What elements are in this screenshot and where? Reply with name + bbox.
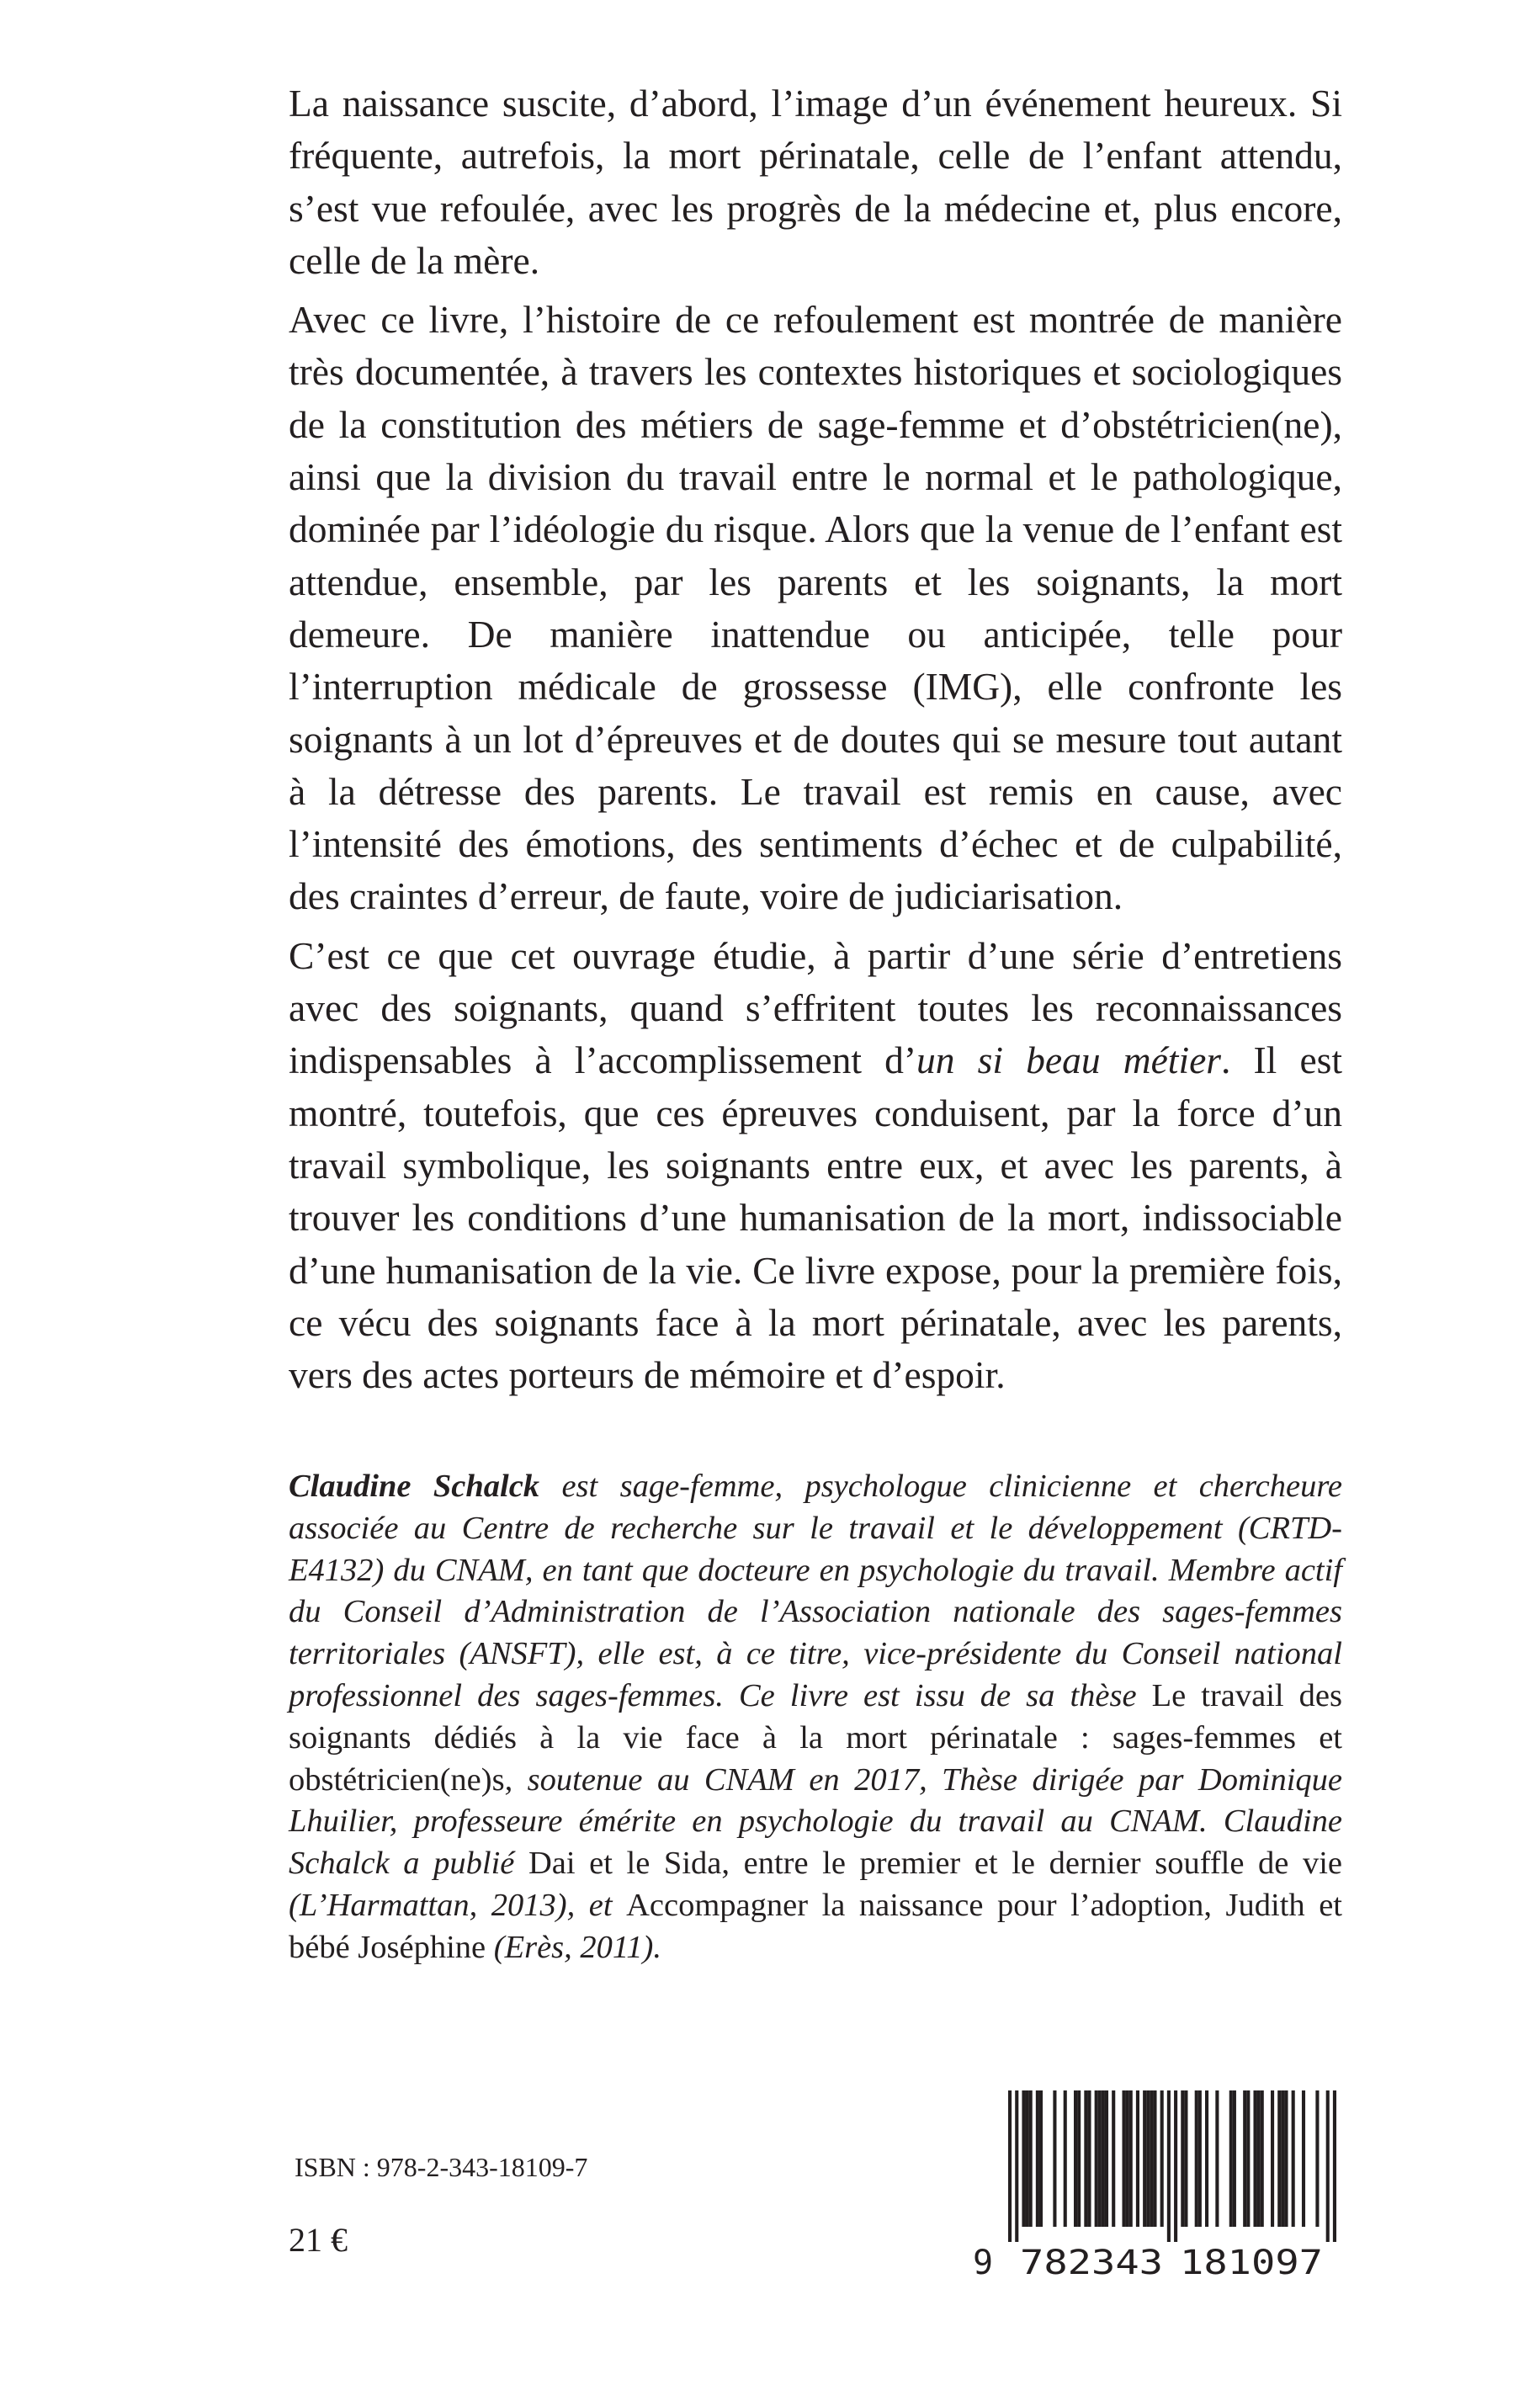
barcode-bar xyxy=(1015,2090,1018,2242)
barcode-bar xyxy=(1153,2090,1156,2227)
barcode-left-group: 782343 xyxy=(1020,2244,1163,2282)
book-title-2: Accompagner la naissance pour l’adoption, Judith et bébé Joséphine xyxy=(289,1887,1343,1965)
blurb xyxy=(289,77,1342,1401)
barcode-bar xyxy=(1143,2090,1146,2227)
barcode-bar xyxy=(1195,2090,1198,2227)
barcode-bar xyxy=(1284,2090,1288,2227)
barcode-bar xyxy=(1136,2090,1139,2227)
barcode-bar xyxy=(1095,2090,1098,2227)
barcode-bar xyxy=(1246,2090,1250,2227)
barcode-bar xyxy=(1229,2090,1233,2227)
price-label: 21 € xyxy=(289,2221,348,2259)
barcode-bar xyxy=(1064,2090,1067,2227)
barcode-bar xyxy=(1233,2090,1236,2227)
barcode-bar xyxy=(1129,2090,1133,2227)
barcode xyxy=(968,2082,1346,2284)
barcode-bar xyxy=(1181,2090,1184,2227)
barcode-bar xyxy=(1315,2090,1319,2227)
barcode-bar xyxy=(1074,2090,1077,2227)
barcode-bar xyxy=(1198,2090,1202,2227)
barcode-first-digit: 9 xyxy=(973,2244,994,2282)
barcode-bar xyxy=(1087,2090,1091,2227)
barcode-bar xyxy=(1077,2090,1081,2227)
bio-text-3: (L’Harmattan, 2013), et xyxy=(289,1887,627,1923)
barcode-bar xyxy=(1022,2090,1025,2227)
blurb-p2-text: Avec ce livre, l’histoire de ce refoulement est montrée de manière très documentée, à travers les contextes historiques et sociologiques de la constitution des métiers de sage-femme et d’obstétricien(ne), ainsi que la division du travail entre le normal et le pathologique, dominée par l’idéologie du risque. Alors que la venue de l’enfant est attendue, ensemble, par les parents et les soignants, la mort demeure. De manière inattendue ou anticipée, telle pour l’interruption médicale de grossesse (IMG), elle confronte les soignants à un lot d’épreuves et de doutes qui se mesure tout autant à la détresse des parents. Le travail est remis en cause, avec l’intensité des émotions, des sentiments d’échec et de culpabilité, des craintes d’erreur, de faute, voire de judiciarisation. xyxy=(289,298,1342,918)
blurb-paragraph-3 xyxy=(289,930,1342,1402)
barcode-bar xyxy=(1026,2090,1029,2227)
barcode-bar xyxy=(1326,2090,1330,2242)
barcode-bar xyxy=(1302,2090,1305,2227)
barcode-bar xyxy=(1215,2090,1219,2227)
barcode-bar xyxy=(1105,2090,1108,2227)
barcode-bar xyxy=(1261,2090,1264,2227)
barcode-bar xyxy=(1243,2090,1246,2227)
blurb-paragraph-1 xyxy=(289,77,1342,287)
barcode-bar xyxy=(1029,2090,1033,2227)
blurb-p3-text-a: C’est ce que cet ouvrage étudie, à partir d’une série d’entretiens avec des soignants, quand s’effritent toutes les reconnaissances indispensables à l’accomplissement d’ xyxy=(289,933,1342,1082)
thesis-title: Le travail des soignants dédiés à la vie face à la mort périnatale : sages-femmes et obstétricien(ne)s xyxy=(289,1677,1342,1798)
blurb-p3-italic: un si beau métier xyxy=(916,1038,1221,1082)
barcode-bar xyxy=(1253,2090,1256,2227)
barcode-bar xyxy=(1102,2090,1105,2227)
bio-text-2: , soutenue au CNAM en 2017, Thèse dirigée par Dominique Lhuilier, professeure émérite en psychologie du travail au CNAM. Claudine Schalck a publié xyxy=(289,1761,1342,1882)
barcode-bar xyxy=(1126,2090,1129,2227)
barcode-bar xyxy=(1205,2090,1208,2227)
barcode-bar xyxy=(1281,2090,1284,2227)
barcode-bar xyxy=(1333,2090,1336,2242)
author-bio xyxy=(289,1466,1342,1969)
bio-text-1: est sage-femme, psychologue clinicienne et chercheure associée au Centre de recherche sur le travail et le développement (CRTD-E4132) du CNAM, en tant que docteure en psychologie du travail. Membre actif du Conseil d’Administration de l’Association nationale des sages-femmes territoriales (ANSFT), elle est, à ce titre, vice-présidente du Conseil national professionnel des sages-femmes. Ce livre est issu de sa thèse xyxy=(289,1469,1342,1713)
blurb-p1-text: La naissance suscite, d’abord, l’image d’un événement heureux. Si fréquente, autrefois, la mort périnatale, celle de l’enfant attendu, s’est vue refoulée, avec les progrès de la médecine et, plus encore, celle de la mère. xyxy=(289,82,1342,282)
barcode-bar xyxy=(1277,2090,1281,2227)
barcode-bar xyxy=(1008,2090,1012,2242)
barcode-bar xyxy=(1271,2090,1274,2227)
barcode-bar xyxy=(1292,2090,1295,2227)
blurb-p3-text-b: . Il est montré, toutefois, que ces épreuves conduisent, par la force d’un travail symbolique, les soignants entre eux, et avec les parents, à trouver les conditions d’une humanisation de la mort, indissociable d’une humanisation de la vie. Ce livre expose, pour la première fois, ce vécu des soignants face à la mort périnatale, avec les parents, vers des actes porteurs de mémoire et d’espoir. xyxy=(289,1038,1342,1397)
blurb-paragraph-2 xyxy=(289,294,1342,923)
barcode-bar xyxy=(1146,2090,1150,2227)
barcode-bar xyxy=(1039,2090,1043,2227)
barcode-bar xyxy=(1167,2090,1171,2242)
book-title-1: Dai et le Sida, entre le premier et le dernier souffle de vie xyxy=(528,1846,1342,1882)
barcode-right-group: 181097 xyxy=(1180,2244,1323,2282)
author-name: Claudine Schalck xyxy=(289,1469,540,1504)
barcode-digits xyxy=(968,2242,1346,2282)
barcode-bar xyxy=(1098,2090,1102,2227)
barcode-bars xyxy=(1008,2090,1336,2242)
isbn-label: ISBN : 978-2-343-18109-7 xyxy=(295,2152,588,2182)
bio-text-4: (Erès, 2011). xyxy=(486,1929,661,1965)
barcode-bar xyxy=(1257,2090,1261,2227)
barcode-bar xyxy=(1122,2090,1125,2227)
barcode-bar xyxy=(1053,2090,1056,2227)
barcode-bar xyxy=(1036,2090,1039,2227)
barcode-bar xyxy=(1160,2090,1164,2227)
barcode-bar xyxy=(1150,2090,1153,2227)
barcode-bar xyxy=(1184,2090,1187,2227)
barcode-bar xyxy=(1112,2090,1115,2227)
barcode-bar xyxy=(1174,2090,1177,2242)
barcode-bar xyxy=(1084,2090,1087,2227)
